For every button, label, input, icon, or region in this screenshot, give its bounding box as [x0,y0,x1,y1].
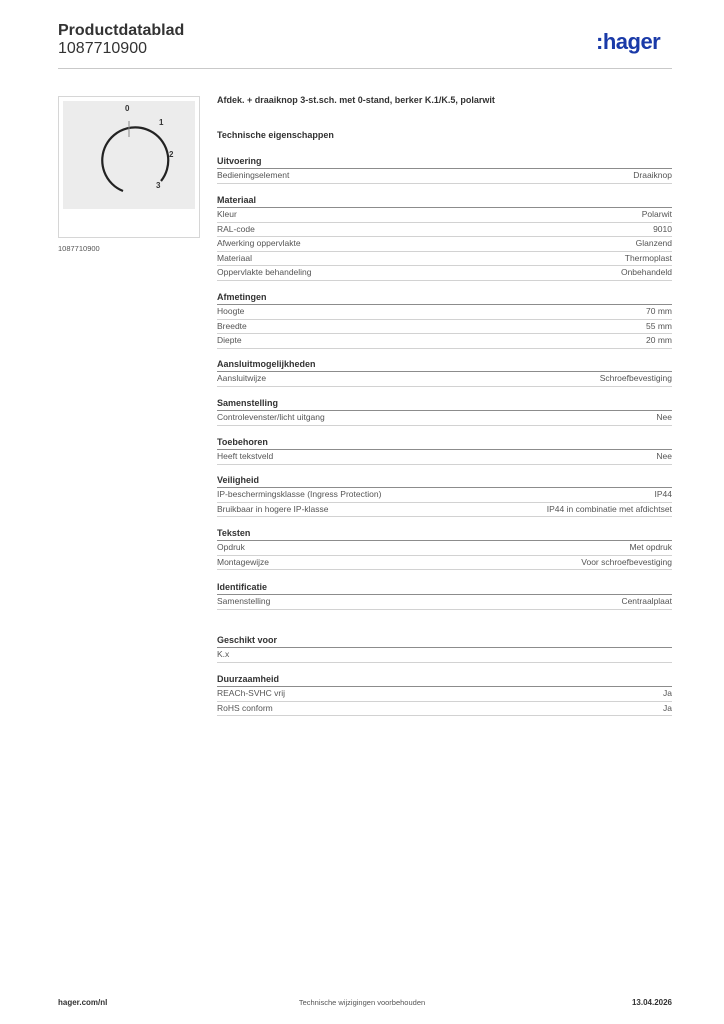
spec-row [217,252,672,267]
spec-row [217,334,672,349]
spec-label: Afwerking oppervlakte [217,238,301,249]
spec-value: Voor schroefbevestiging [581,556,672,567]
product-number: 1087710900 [58,40,147,57]
spec-value: Ja [663,702,672,713]
spec-row [217,648,672,663]
spec-label: K.x [217,649,230,659]
spec-row [217,169,672,184]
spec-label: REACh-SVHC vrij [217,688,286,698]
spec-label: Bedieningselement [217,170,290,180]
section-title: Uitvoering [217,155,672,169]
spec-label: Bruikbaar in hogere IP-klasse [217,503,329,514]
spec-value: Glanzend [635,238,672,249]
spec-value: IP44 in combinatie met afdichtset [546,503,672,514]
section-title: Teksten [217,527,672,541]
spec-row [217,411,672,426]
spec-section [217,397,672,426]
spec-section [217,527,672,570]
spec-label: RAL-code [217,223,255,234]
header-divider [58,68,672,69]
rotary-knob-illustration [59,97,201,239]
spec-value: Ja [663,688,672,698]
spec-row [217,450,672,465]
spec-row [217,305,672,320]
spec-value: Onbehandeld [620,267,672,278]
spec-label: Hoogte [217,306,245,316]
spec-section [217,581,672,610]
spec-section [217,436,672,465]
spec-row [217,556,672,571]
dial-label-1: 1 [159,118,164,127]
footer-date: 13.04.2026 [631,998,672,1007]
spec-value: 20 mm [646,335,672,346]
spec-label: Montagewijze [217,556,269,567]
hager-logo: :hager [596,29,661,54]
spec-value: Met opdruk [629,542,672,552]
dial-label-2: 2 [169,150,174,159]
section-title: Geschikt voor [217,634,672,648]
tech-properties-title: Technische eigenschappen [217,130,334,140]
spec-value: Centraalplaat [621,596,672,606]
spec-label: Breedte [217,320,247,331]
spec-row [217,372,672,387]
section-title: Materiaal [217,194,672,208]
spec-row [217,237,672,252]
section-title: Afmetingen [217,291,672,305]
spec-value: Nee [656,451,672,461]
spec-section [217,474,672,517]
spec-label: Oppervlakte behandeling [217,267,312,278]
footer-disclaimer: Technische wijzigingen voorbehouden [298,998,426,1007]
spec-section [217,194,672,281]
spec-row [217,687,672,702]
spec-value: Nee [656,412,672,422]
spec-row [217,541,672,556]
section-title: Toebehoren [217,436,672,450]
page-title: Productdatablad [58,22,185,39]
spec-value: Draaiknop [633,170,672,180]
spec-value: 9010 [653,223,672,234]
spec-section [217,155,672,184]
spec-section [217,634,672,663]
image-caption: 1087710900 [58,244,100,253]
spec-label: Diepte [217,335,242,346]
spec-section [217,673,672,716]
spec-row [217,503,672,518]
spec-row [217,488,672,503]
spec-row [217,223,672,238]
section-title: Aansluitmogelijkheden [217,358,672,372]
dial-label-0: 0 [125,104,130,113]
spec-label: Opdruk [217,542,245,552]
spec-row [217,595,672,610]
spec-section [217,358,672,387]
spec-row [217,266,672,281]
spec-row [217,208,672,223]
spec-label: Samenstelling [217,596,271,606]
spec-label: Kleur [217,209,237,219]
product-image [58,96,200,238]
spec-value: Schroefbevestiging [599,373,672,383]
spec-label: Heeft tekstveld [217,451,274,461]
spec-row [217,702,672,717]
product-description: Afdek. + draaiknop 3-st.sch. met 0-stand, berker K.1/K.5, polarwit [217,95,495,105]
spec-value: Polarwit [641,209,672,219]
spec-section [217,291,672,349]
section-title: Samenstelling [217,397,672,411]
spec-label: Controlevenster/licht uitgang [217,412,325,422]
spec-value: 55 mm [646,320,672,331]
spec-row [217,320,672,335]
spec-label: Aansluitwijze [217,373,267,383]
spec-label: IP-beschermingsklasse (Ingress Protection) [217,489,382,499]
dial-label-3: 3 [156,181,161,190]
spec-value: 70 mm [646,306,672,316]
section-title: Duurzaamheid [217,673,672,687]
spec-label: Materiaal [217,252,252,263]
footer-website: hager.com/nl [58,998,108,1007]
section-title: Veiligheid [217,474,672,488]
spec-label: RoHS conform [217,702,273,713]
spec-value: IP44 [654,489,672,499]
section-title: Identificatie [217,581,672,595]
spec-value: Thermoplast [624,252,672,263]
